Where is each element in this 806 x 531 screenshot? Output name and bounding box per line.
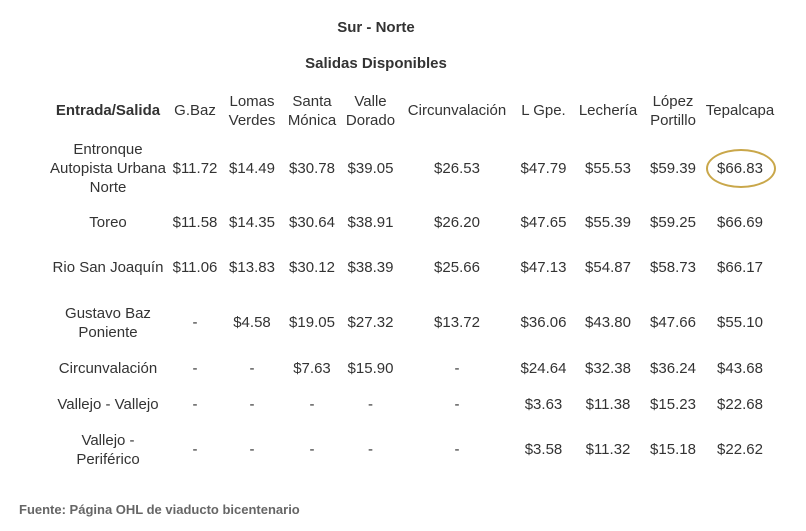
fare-cell: $3.63 — [524, 395, 563, 413]
fare-cell: $59.39 — [650, 159, 696, 177]
fare-cell: $19.05 — [289, 314, 335, 331]
fare-cell: $11.06 — [172, 259, 218, 276]
row-label: Rio San Joaquín — [52, 259, 164, 276]
col-header-circunvalacion: Circunvalación — [407, 102, 507, 119]
fare-cell: $14.35 — [229, 213, 275, 231]
fare-cell: $30.64 — [289, 213, 335, 231]
fare-cell: - — [309, 441, 315, 458]
highlight-circle: $66.83 — [717, 159, 763, 177]
table-row — [48, 295, 778, 350]
fare-cell-highlighted — [702, 132, 778, 204]
fare-cell: $47.79 — [520, 159, 567, 177]
fare-cell: $43.68 — [717, 359, 763, 377]
table-row — [48, 350, 778, 386]
fare-cell: $15.23 — [650, 395, 696, 413]
fare-cell: $55.53 — [585, 159, 631, 177]
fare-cell: $59.25 — [650, 213, 696, 231]
fare-cell: - — [192, 441, 198, 458]
col-header-l-gpe: L Gpe. — [521, 102, 566, 119]
fare-cell: $3.58 — [524, 441, 563, 458]
fare-cell: $55.10 — [717, 314, 763, 331]
fare-cell: $11.72 — [172, 159, 218, 177]
fare-cell: $13.83 — [229, 259, 275, 276]
fare-cell: $13.72 — [434, 314, 480, 331]
table-row — [48, 204, 778, 240]
table-row — [48, 386, 778, 422]
fare-cell: $11.32 — [585, 441, 631, 458]
fare-cell: $43.80 — [585, 314, 631, 331]
corner-header: Entrada/Salida — [55, 102, 161, 119]
fare-cell: $47.65 — [520, 213, 567, 231]
fare-cell: - — [192, 314, 198, 331]
col-header-gbaz: G.Baz — [174, 102, 216, 119]
fare-cell: $30.12 — [289, 259, 335, 276]
fare-cell: $11.58 — [172, 213, 218, 231]
fare-cell: $32.38 — [585, 359, 631, 377]
fare-cell: $7.63 — [293, 359, 331, 377]
fare-cell: $27.32 — [347, 314, 394, 331]
fare-cell: $22.62 — [717, 441, 763, 458]
fare-cell: $66.17 — [717, 259, 763, 276]
fare-cell: $39.05 — [347, 159, 394, 177]
fare-cell: $54.87 — [585, 259, 631, 276]
fare-cell: $15.90 — [347, 359, 394, 377]
fare-cell: - — [309, 395, 315, 413]
table-row — [48, 422, 778, 477]
fare-cell: - — [249, 395, 255, 413]
fare-cell: $11.38 — [585, 395, 631, 413]
source-caption: Fuente: Página OHL de viaducto bicentenario — [19, 502, 300, 517]
row-label: Entronque Autopista Urbana Norte — [50, 140, 166, 196]
fare-cell: $36.06 — [520, 314, 567, 331]
fare-cell: $4.58 — [233, 314, 271, 331]
fare-cell: $38.91 — [347, 213, 394, 231]
col-header-lecheria: Lechería — [578, 102, 638, 119]
fare-cell: - — [368, 441, 373, 458]
table-subtitle: Salidas Disponibles — [305, 55, 447, 72]
header-row — [48, 89, 778, 132]
row-label: Vallejo - Periférico — [76, 431, 140, 468]
fare-cell: - — [249, 359, 255, 377]
col-header-lopez-portillo: López Portillo — [650, 92, 696, 129]
table-title: Sur - Norte — [337, 19, 415, 36]
row-label: Vallejo - Vallejo — [57, 395, 159, 413]
fare-cell: - — [454, 395, 460, 413]
fare-cell: $26.20 — [434, 213, 480, 231]
col-header-santa-monica: Santa Mónica — [287, 92, 337, 129]
fare-cell: - — [368, 395, 373, 413]
fare-cell: $36.24 — [650, 359, 696, 377]
fare-cell: $25.66 — [434, 259, 480, 276]
fare-cell: $26.53 — [434, 159, 480, 177]
fare-cell: $47.13 — [520, 259, 567, 276]
fare-cell: - — [249, 441, 255, 458]
fare-cell: $30.78 — [289, 159, 335, 177]
row-label: Circunvalación — [58, 359, 158, 377]
col-header-lomas-verdes: Lomas Verdes — [228, 92, 276, 129]
fare-cell: $66.69 — [717, 213, 763, 231]
fare-cell: $55.39 — [585, 213, 631, 231]
col-header-valle-dorado: Valle Dorado — [345, 92, 396, 129]
fare-cell: $38.39 — [347, 259, 394, 276]
table-row — [48, 240, 778, 295]
row-label: Toreo — [89, 213, 127, 231]
fare-cell: - — [454, 359, 460, 377]
fare-table — [48, 89, 778, 477]
fare-cell: - — [192, 359, 198, 377]
row-label: Gustavo Baz Poniente — [65, 304, 151, 341]
fare-cell: - — [454, 441, 460, 458]
fare-cell: $14.49 — [229, 159, 275, 177]
fare-cell: $24.64 — [520, 359, 567, 377]
fare-cell: $22.68 — [717, 395, 763, 413]
fare-cell: $58.73 — [650, 259, 696, 276]
fare-cell: $15.18 — [650, 441, 696, 458]
fare-cell: $47.66 — [650, 314, 696, 331]
fare-cell: - — [192, 395, 198, 413]
table-row — [48, 132, 778, 204]
col-header-tepalcapa: Tepalcapa — [705, 102, 775, 119]
